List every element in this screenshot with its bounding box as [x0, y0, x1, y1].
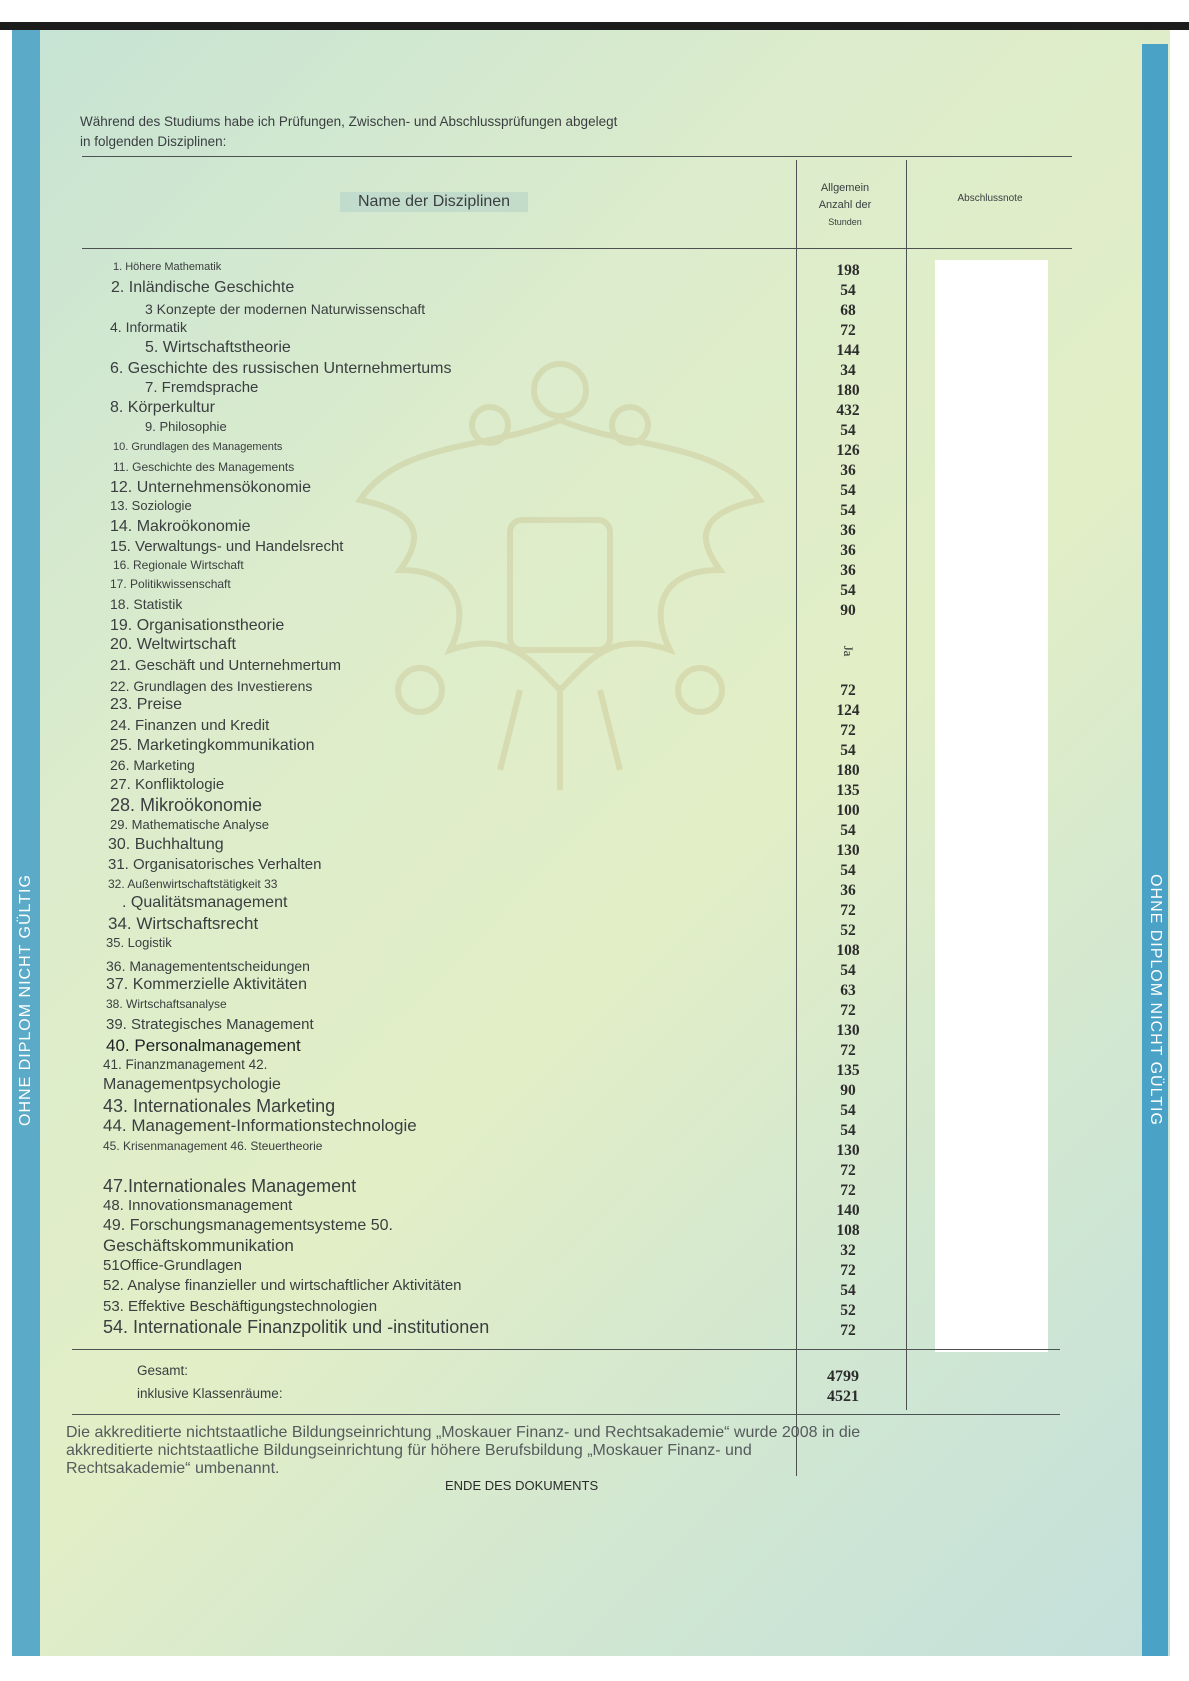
hours-value: 54 — [840, 502, 856, 519]
hours-value: 54 — [840, 822, 856, 839]
discipline-item: 40. Personalmanagement — [106, 1036, 301, 1055]
hours-value: 108 — [836, 1222, 860, 1239]
hours-value: 63 — [840, 982, 856, 999]
hours-value: 108 — [836, 942, 860, 959]
discipline-item: . Qualitätsmanagement — [122, 894, 288, 911]
discipline-item: 52. Analyse finanzieller und wirtschaftlicher Aktivitäten — [103, 1277, 462, 1294]
renaming-note — [66, 1424, 1006, 1478]
hours-value: 100 — [836, 802, 860, 819]
hours-value: 32 — [840, 1242, 856, 1259]
discipline-item: 4. Informatik — [110, 319, 188, 335]
discipline-item: 43. Internationales Marketing — [103, 1096, 336, 1116]
right-security-strip — [1142, 44, 1168, 1656]
discipline-item: 9. Philosophie — [145, 419, 227, 434]
discipline-item: 10. Grundlagen des Managements — [113, 441, 283, 453]
renaming-note-line-2: akkreditierte nichtstaatliche Bildungseinrichtung für höhere Berufsbildung „Moskauer Finanz- und — [66, 1442, 752, 1459]
hours-value: 130 — [836, 1022, 860, 1039]
header-hours-line-3: Stunden — [828, 217, 862, 227]
discipline-item: Geschäftskommunikation — [103, 1236, 294, 1255]
header-bottom-rule — [82, 248, 1072, 249]
hours-value: 36 — [840, 882, 856, 899]
hours-value: 68 — [840, 302, 856, 319]
hours-value: 52 — [840, 1302, 856, 1319]
discipline-item: 31. Organisatorisches Verhalten — [108, 856, 322, 873]
discipline-item: 20. Weltwirtschaft — [110, 636, 236, 653]
discipline-item: 49. Forschungsmanagementsysteme 50. — [103, 1217, 393, 1234]
discipline-item: 12. Unternehmensökonomie — [110, 479, 312, 496]
hours-value: 72 — [840, 1162, 856, 1179]
left-security-strip — [12, 30, 40, 1656]
discipline-item: 47.Internationales Management — [103, 1176, 357, 1196]
hours-value: 144 — [836, 342, 860, 359]
hours-value: 36 — [840, 562, 856, 579]
renaming-note-line-1: Die akkreditierte nichtstaatliche Bildungseinrichtung „Moskauer Finanz- und Rechtsakademie“ wurde 2008 in die — [66, 1424, 861, 1441]
hours-value: 135 — [836, 1062, 860, 1079]
renaming-note-line-3: Rechtsakademie“ umbenannt. — [66, 1460, 280, 1477]
hours-value: 72 — [840, 322, 856, 339]
discipline-item: 3 Konzepte der modernen Naturwissenschaft — [145, 301, 426, 317]
discipline-item: 53. Effektive Beschäftigungstechnologien — [103, 1298, 378, 1315]
hours-value: 36 — [840, 522, 856, 539]
discipline-item: 13. Soziologie — [110, 498, 192, 513]
discipline-item: 34. Wirtschaftsrecht — [108, 914, 259, 933]
hours-value: 72 — [840, 722, 856, 739]
total-label: Gesamt: — [137, 1363, 189, 1378]
hours-value: 140 — [836, 1202, 860, 1219]
header-hours-line-2: Anzahl der — [818, 199, 872, 211]
end-of-document: ENDE DES DOKUMENTS — [445, 1478, 599, 1493]
discipline-item: 48. Innovationsmanagement — [103, 1197, 293, 1214]
discipline-item: 28. Mikroökonomie — [110, 795, 263, 815]
discipline-item: 5. Wirtschaftstheorie — [145, 339, 291, 356]
discipline-item: 8. Körperkultur — [110, 399, 215, 416]
discipline-item: 2. Inländische Geschichte — [111, 279, 295, 296]
hours-value: 135 — [836, 782, 860, 799]
hours-value: 54 — [840, 282, 856, 299]
discipline-item: 32. Außenwirtschaftstätigkeit 33 — [108, 877, 278, 891]
discipline-item: 24. Finanzen und Kredit — [110, 717, 270, 734]
totals-bottom-rule — [72, 1414, 1060, 1415]
classroom-label: inklusive Klassenräume: — [137, 1386, 283, 1401]
discipline-item: 25. Marketingkommunikation — [110, 737, 315, 754]
hours-value: 54 — [840, 1282, 856, 1299]
discipline-item: 37. Kommerzielle Aktivitäten — [106, 976, 307, 993]
hours-value: 54 — [840, 1122, 856, 1139]
hours-value: 180 — [836, 762, 860, 779]
hours-value: 54 — [840, 1102, 856, 1119]
validity-note-left: OHNE DIPLOM NICHT GÜLTIG — [17, 874, 34, 1126]
discipline-item: 27. Konfliktologie — [110, 776, 225, 793]
discipline-item: 26. Marketing — [110, 757, 195, 773]
hours-value: 198 — [836, 262, 860, 279]
discipline-item: 54. Internationale Finanzpolitik und -institutionen — [103, 1317, 490, 1337]
discipline-item: 16. Regionale Wirtschaft — [113, 558, 244, 572]
hours-value: 34 — [840, 362, 856, 379]
discipline-item: 7. Fremdsprache — [145, 379, 259, 396]
hours-value: 54 — [840, 962, 856, 979]
hours-value: 126 — [836, 442, 860, 459]
discipline-item: 45. Krisenmanagement 46. Steuertheorie — [103, 1139, 323, 1153]
hours-value: 180 — [836, 382, 860, 399]
hours-value: 72 — [840, 1002, 856, 1019]
hours-value: 52 — [840, 922, 856, 939]
hours-value: 36 — [840, 542, 856, 559]
scan-top-edge — [0, 22, 1189, 30]
hours-value: 72 — [840, 1262, 856, 1279]
intro-line-2: in folgenden Disziplinen: — [80, 134, 227, 149]
hours-value: 36 — [840, 462, 856, 479]
header-hours — [800, 180, 890, 231]
coat-of-arms-watermark — [340, 330, 780, 810]
hours-value: 130 — [836, 842, 860, 859]
grade-column-redaction — [935, 260, 1048, 1352]
discipline-item: 22. Grundlagen des Investierens — [110, 678, 313, 694]
discipline-item: 15. Verwaltungs- und Handelsrecht — [110, 538, 344, 555]
hours-value: 432 — [836, 402, 860, 419]
discipline-item: 6. Geschichte des russischen Unternehmertums — [110, 360, 452, 377]
discipline-item: 21. Geschäft und Unternehmertum — [110, 657, 341, 674]
header-hours-line-1: Allgemein — [820, 182, 870, 194]
hours-value: 72 — [840, 1322, 856, 1339]
validity-note-right: OHNE DIPLOM NICHT GÜLTIG — [1147, 874, 1164, 1126]
discipline-item: Managementpsychologie — [103, 1076, 281, 1093]
discipline-item: 35. Logistik — [106, 935, 172, 950]
discipline-item: 41. Finanzmanagement 42. — [103, 1057, 268, 1072]
hours-value: 54 — [840, 742, 856, 759]
discipline-item: 36. Managemententscheidungen — [106, 958, 310, 974]
totals-top-rule — [72, 1349, 1060, 1350]
hours-value: 72 — [840, 902, 856, 919]
discipline-item: 29. Mathematische Analyse — [110, 817, 269, 832]
discipline-item: 1. Höhere Mathematik — [113, 261, 222, 273]
hours-value: 72 — [840, 682, 856, 699]
classroom-value: 4521 — [827, 1388, 859, 1405]
discipline-item: 39. Strategisches Management — [106, 1016, 314, 1033]
column-divider-hours — [796, 160, 797, 1476]
header-discipline-name: Name der Disziplinen — [340, 192, 528, 212]
hours-value: 72 — [840, 1182, 856, 1199]
hours-value: 90 — [840, 1082, 856, 1099]
hours-value: 72 — [840, 1042, 856, 1059]
table-top-rule — [82, 156, 1072, 157]
discipline-item: 17. Politikwissenschaft — [110, 577, 231, 591]
hours-value: 90 — [840, 602, 856, 619]
discipline-item: 19. Organisationstheorie — [110, 617, 285, 634]
hours-value: 54 — [840, 582, 856, 599]
discipline-item: 44. Management-Informationstechnologie — [103, 1116, 417, 1135]
hours-value: 130 — [836, 1142, 860, 1159]
hours-value: Ja — [841, 645, 856, 657]
intro-line-1: Während des Studiums habe ich Prüfungen, Zwischen- und Abschlussprüfungen abgelegt — [80, 114, 618, 129]
discipline-item: 11. Geschichte des Managements — [113, 460, 295, 474]
intro-text — [80, 112, 617, 152]
discipline-item: 51Office-Grundlagen — [103, 1257, 242, 1274]
column-divider-grade — [906, 160, 907, 1410]
hours-value: 124 — [836, 702, 860, 719]
header-final-grade: Abschlussnote — [957, 193, 1023, 204]
hours-value: 54 — [840, 422, 856, 439]
total-value: 4799 — [827, 1368, 859, 1385]
discipline-item: 30. Buchhaltung — [108, 836, 224, 853]
hours-value: 54 — [840, 482, 856, 499]
discipline-item: 18. Statistik — [110, 596, 183, 612]
discipline-item: 38. Wirtschaftsanalyse — [106, 997, 227, 1011]
hours-value: 54 — [840, 862, 856, 879]
discipline-item: 23. Preise — [110, 696, 183, 713]
discipline-item: 14. Makroökonomie — [110, 518, 251, 535]
